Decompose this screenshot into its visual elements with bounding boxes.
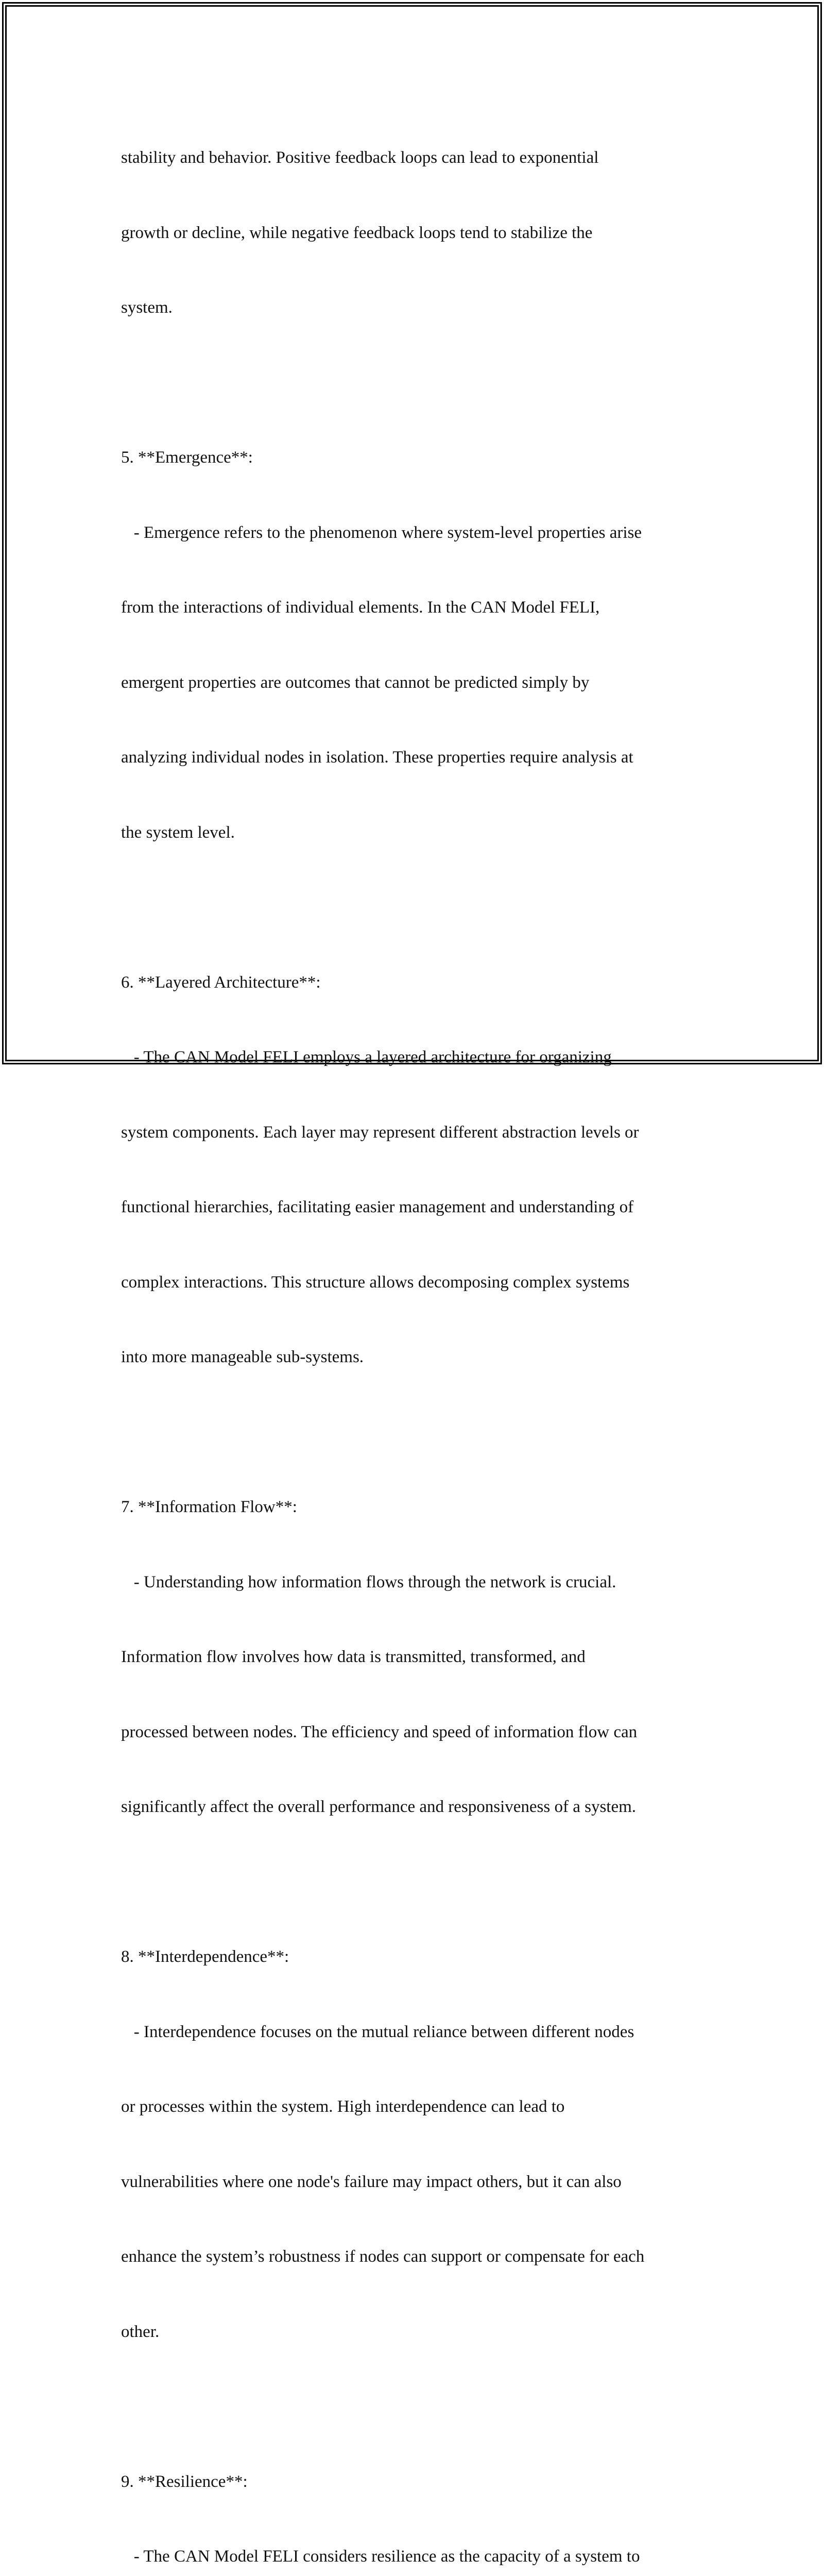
text-line: growth or decline, while negative feedback loops tend to stabilize the <box>121 223 593 242</box>
document-body <box>121 95 713 2576</box>
text-line: emergent properties are outcomes that cannot be predicted simply by <box>121 673 590 692</box>
blank-line <box>121 1870 713 1895</box>
text-line: significantly affect the overall performance and responsiveness of a system. <box>121 1798 637 1816</box>
text-line: vulnerabilities where one node's failure may impact others, but it can also <box>121 2172 622 2191</box>
section-heading-information-flow: 7. **Information Flow**: <box>121 1498 297 1516</box>
text-line: - Interdependence focuses on the mutual reliance between different nodes <box>121 2022 634 2041</box>
blank-line <box>121 895 713 920</box>
text-line: system. <box>121 298 173 317</box>
text-line: processed between nodes. The efficiency and speed of information flow can <box>121 1722 638 1741</box>
blank-line <box>121 2394 713 2419</box>
text-line: - Emergence refers to the phenomenon where system-level properties arise <box>121 523 642 542</box>
blank-line <box>121 370 713 396</box>
text-line: stability and behavior. Positive feedback loops can lead to exponential <box>121 148 599 167</box>
text-line: analyzing individual nodes in isolation. These properties require analysis at <box>121 748 633 767</box>
text-line: other. <box>121 2322 160 2341</box>
text-line: - The CAN Model FELI considers resilience as the capacity of a system to <box>121 2547 640 2566</box>
section-heading-emergence: 5. **Emergence**: <box>121 448 253 467</box>
text-line: into more manageable sub-systems. <box>121 1348 364 1366</box>
section-heading-interdependence: 8. **Interdependence**: <box>121 1947 289 1966</box>
section-heading-resilience: 9. **Resilience**: <box>121 2472 248 2491</box>
text-line: complex interactions. This structure allows decomposing complex systems <box>121 1273 630 1292</box>
text-line: - Understanding how information flows through the network is crucial. <box>121 1572 616 1591</box>
text-line: system components. Each layer may represent different abstraction levels or <box>121 1123 639 1142</box>
text-line: or processes within the system. High interdependence can lead to <box>121 2097 565 2116</box>
text-line: - The CAN Model FELI employs a layered architecture for organizing <box>121 1048 612 1066</box>
blank-line <box>121 1420 713 1445</box>
text-line: the system level. <box>121 823 235 842</box>
section-heading-layered-architecture: 6. **Layered Architecture**: <box>121 973 321 992</box>
text-line: enhance the system’s robustness if nodes can support or compensate for each <box>121 2247 645 2266</box>
text-line: from the interactions of individual elements. In the CAN Model FELI, <box>121 598 600 617</box>
text-line: Information flow involves how data is transmitted, transformed, and <box>121 1648 586 1666</box>
text-line: functional hierarchies, facilitating easier management and understanding of <box>121 1198 634 1216</box>
